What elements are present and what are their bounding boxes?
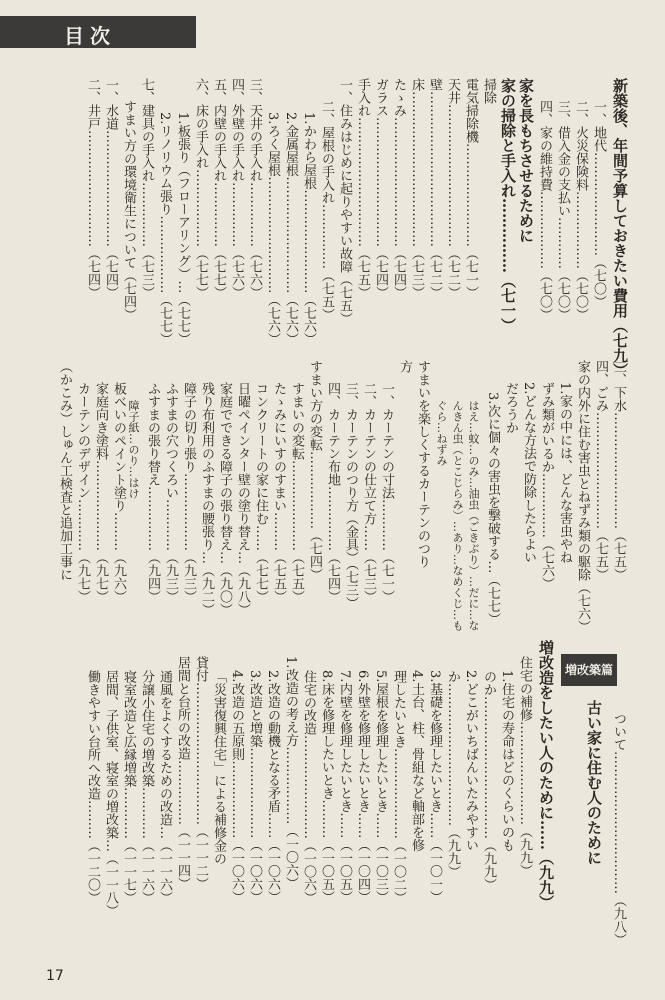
toc-entry: はえ…蚊…のみ…油虫（ごきぶり）…だに…な <box>467 400 480 631</box>
toc-entry: ぐら…ねずみ <box>435 400 448 466</box>
toc-entry: 四、外壁の手入れ……………（七六） <box>229 78 244 299</box>
toc-entry: 4.改造の五原則………………（一〇六） <box>229 670 244 904</box>
toc-entry: 五、内壁の手入れ……………（七七） <box>211 78 226 299</box>
toc-entry: 一、水道………………………（七四） <box>103 78 118 299</box>
toc-entry: 家を長もちさせるために <box>517 78 535 243</box>
toc-entry: 手入れ…………………………（七五） <box>355 78 370 299</box>
toc-entry: 方 <box>397 360 412 373</box>
toc-entry: 一、住みはじめに起りやすい故障（七五） <box>337 78 352 325</box>
toc-entry: 1.家の中には、どんな害虫やね <box>557 382 572 564</box>
toc-entry: 家庭でできる障子の張り替え…（九〇） <box>217 382 232 616</box>
toc-entry: 3.次に個々の害虫を撃破する…（七七） <box>485 392 500 626</box>
toc-entry: ガラス…………………………（七四） <box>373 78 388 299</box>
toc-entry: 居間、子供室、寝室の増改築…（一一八） <box>103 670 118 917</box>
toc-entry: 天井……………………………（七二） <box>445 78 460 299</box>
toc-entry: 居間と台所の改造……………（一一四） <box>175 656 190 890</box>
toc-entry: 二、カーテンの仕立て方……（七三） <box>361 382 376 603</box>
toc-entry: 三、天井の手入れ……………（七六） <box>247 78 262 299</box>
toc-entry: 二、火災保険料………………（七〇） <box>573 100 588 321</box>
toc-entry: 1.住宅の寿命はどのくらいのも <box>499 670 514 852</box>
toc-entry: んきん虫（とこじらみ）…あり…なめくじ…も <box>451 400 464 631</box>
toc-entry: 3.基礎を修理したいとき……（一〇一） <box>427 670 442 904</box>
toc-entry: 家庭向き塗料…………………（九七） <box>93 382 108 603</box>
toc-entry: 残り布利用のふすまの腰張り…（九二） <box>199 382 214 616</box>
toc-entry: カーテンのデザイン…………（九七） <box>75 382 90 603</box>
toc-entry: 2.リノリウム張り………………（七七） <box>157 112 172 346</box>
toc-entry: コンクリートの家に住む……（七七） <box>253 382 268 603</box>
toc-entry: 二、井戸………………………（七四） <box>85 78 100 299</box>
toc-entry: ふすまの穴つくろい…………（九三） <box>163 382 178 603</box>
toc-entry: 三、借入金の支払い…………（七〇） <box>555 100 570 321</box>
toc-entry: 二、屋根の手入れ……………（七五） <box>319 100 334 321</box>
toc-entry: 電気掃除機……………………（七一） <box>463 78 478 299</box>
toc-entry: 三、下水………………………（七五） <box>611 360 626 581</box>
toc-entry: 四、家の維持費………………（七〇） <box>537 100 552 321</box>
toc-entry: 2.改造の動機となる矛盾……（一〇六） <box>265 670 280 904</box>
toc-entry: 床………………………………（七三） <box>409 78 424 299</box>
toc-entry: すまい方の環境衛生について（七四） <box>121 100 136 321</box>
toc-entry: 3.ろく屋根………………………（七六） <box>265 112 280 346</box>
toc-entry: 2.どこがいちばんいたみやすい <box>463 670 478 852</box>
toc-entry: 壁………………………………（七二） <box>427 78 442 299</box>
toc-entry: 働きやすい台所へ改造………（一二〇） <box>85 670 100 904</box>
toc-entry: 障子の切り張り………………（九三） <box>181 382 196 603</box>
toc-entry: 1.かわら屋根……………………（七六） <box>301 112 316 346</box>
toc-entry: か……………………………（九九） <box>445 670 460 878</box>
section-tag: 増改築篇 <box>561 654 617 686</box>
toc-entry: 古い家に住む人のために <box>585 700 603 865</box>
toc-entry: 5.屋根を修理したいとき……（一〇三） <box>373 670 388 904</box>
toc-entry: 家の内外に住む害虫とねずみ類の駆除（七六） <box>575 360 590 633</box>
toc-entry: すまいを楽しくするカーテンのつり <box>415 360 430 568</box>
toc-entry: ずみ類がいるか……………（七六） <box>539 382 554 590</box>
toc-entry: 住宅の補修……………………（九九） <box>517 656 532 877</box>
toc-entry: ついて……………………………（九八） <box>611 712 626 946</box>
toc-entry: 一、地代……………………（七〇） <box>591 100 606 308</box>
toc-entry: のか……………………………（九九） <box>481 670 496 891</box>
toc-entry: 住宅の改造……………………（一〇六） <box>301 670 316 904</box>
toc-entry: 家の掃除と手入れ……………（七一） <box>499 78 517 333</box>
toc-entry: すまい方の変転………………（七四） <box>307 360 322 581</box>
toc-entry: 4.土台、柱、骨組など軸部を修 <box>409 670 424 852</box>
toc-entry: 七、建具の手入れ……………（七三） <box>139 78 154 299</box>
toc-entry: 分譲小住宅の増改築…………（一一六） <box>139 670 154 904</box>
toc-entry: 板べいのペイント塗り………（九六） <box>111 382 126 603</box>
toc-entry: たゝみにいすのすまい………（七五） <box>271 382 286 603</box>
toc-entry: 四、カーテン布地……………（七四） <box>325 382 340 603</box>
toc-entry: 増改造をしたい人のために……（九九） <box>537 640 555 910</box>
toc-entry: ふすまの張り替え……………（九四） <box>145 382 160 603</box>
toc-entry: 六、床の手入れ………………（七七） <box>193 78 208 299</box>
toc-entry: 掃除 <box>481 78 496 104</box>
toc-entry: 貸付……………………………（一一二） <box>193 656 208 890</box>
toc-entry: 一、カーテンの寸法…………（七一） <box>379 382 394 603</box>
toc-entry: 「災害復興住宅」による補修金の <box>211 670 226 865</box>
toc-entry: 3.改造と増築…………………（一〇六） <box>247 670 262 904</box>
toc-entry: 1.板張り（フローアリング）…（七七） <box>175 112 190 346</box>
toc-title: 目次 <box>64 24 116 48</box>
toc-entry: 理したいとき…………………（一〇二） <box>391 670 406 904</box>
toc-entry: すまいの変転…………………（七五） <box>289 382 304 603</box>
toc-entry: 三、カーテンのつり方（金具）（七三） <box>343 382 358 610</box>
toc-entry: （かこみ）しゅん工検査と追加工事に <box>57 360 72 581</box>
toc-entry: 8.床を修理したいとき………（一〇五） <box>319 670 334 904</box>
toc-entry: 1.改造の考え方………………（一〇六） <box>283 656 298 890</box>
toc-entry: たゝみ…………………………（七四） <box>391 78 406 299</box>
toc-entry: 障子紙…のり…はけ <box>127 400 140 499</box>
toc-entry: 2.どんな方法で防除したらよい <box>521 382 536 564</box>
toc-entry: 7.内壁を修理したいとき……（一〇五） <box>337 670 352 904</box>
toc-entry: だろうか <box>503 382 518 434</box>
toc-entry: 通風をよくするための改造…（一一六） <box>157 670 172 904</box>
toc-entry: 6.外壁を修理したいとき……（一〇四） <box>355 670 370 904</box>
toc-entry: 2.金属屋根………………………（七六） <box>283 112 298 346</box>
page-number: 17 <box>46 968 64 984</box>
toc-entry: 新築後、年間予算しておきたい費用（七九） <box>611 78 629 378</box>
toc-entry: 日曜ペインター壁の塗り替え…（九八） <box>235 382 250 616</box>
toc-entry: 四、ごみ………………………（七五） <box>593 360 608 581</box>
toc-entry: 寝室改造と広縁増築…………（一一七） <box>121 670 136 904</box>
